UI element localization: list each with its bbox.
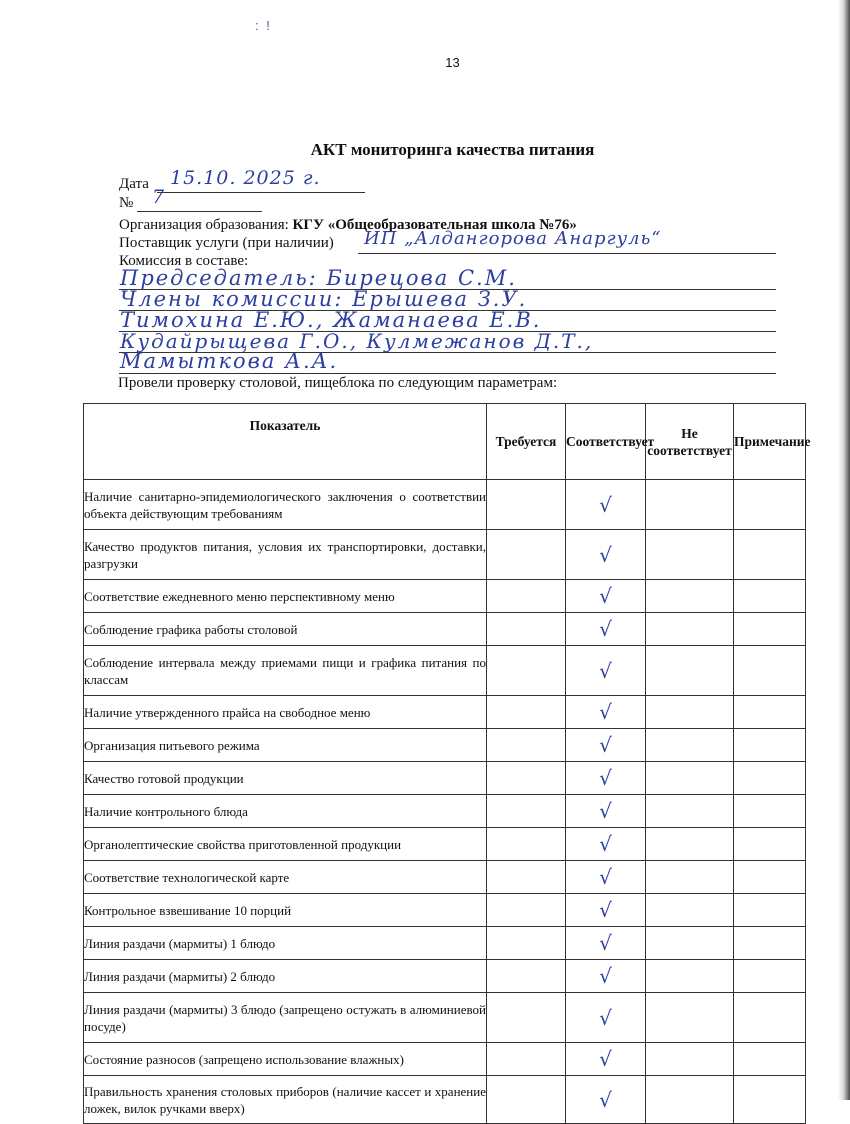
required-cell	[487, 960, 566, 993]
noncompliant-cell	[646, 828, 734, 861]
header-noncompliant: Не соответствует	[646, 404, 734, 480]
param-cell: Линия раздачи (мармиты) 2 блюдо	[84, 960, 487, 993]
required-cell	[487, 993, 566, 1043]
required-cell	[487, 894, 566, 927]
compliant-check-mark: √	[566, 795, 646, 828]
note-cell	[734, 613, 806, 646]
number-label: №	[119, 195, 134, 211]
compliant-check-mark: √	[566, 613, 646, 646]
param-cell: Качество готовой продукции	[84, 762, 487, 795]
required-cell	[487, 613, 566, 646]
param-cell: Наличие утвержденного прайса на свободное меню	[84, 696, 487, 729]
header-required: Требуется	[487, 404, 566, 480]
note-cell	[734, 729, 806, 762]
required-cell	[487, 1043, 566, 1076]
noncompliant-cell	[646, 480, 734, 530]
checklist-table	[83, 403, 811, 1124]
noncompliant-cell	[646, 795, 734, 828]
table-row	[84, 646, 806, 696]
required-cell	[487, 696, 566, 729]
scan-specks: : !	[255, 18, 272, 33]
table-row	[84, 1043, 806, 1076]
date-label: Дата	[119, 176, 149, 192]
param-cell: Наличие санитарно-эпидемиологического заключения о соответствии объекта действующим требованиям	[84, 480, 487, 530]
compliant-check-mark: √	[566, 480, 646, 530]
required-cell	[487, 729, 566, 762]
required-cell	[487, 762, 566, 795]
param-cell: Качество продуктов питания, условия их транспортировки, доставки, разгрузки	[84, 530, 487, 580]
noncompliant-cell	[646, 960, 734, 993]
note-cell	[734, 646, 806, 696]
param-cell: Наличие контрольного блюда	[84, 795, 487, 828]
table-row	[84, 613, 806, 646]
header-compliant: Соответствует	[566, 404, 646, 480]
scan-edge-shadow	[838, 0, 850, 1100]
table-row	[84, 993, 806, 1043]
param-cell: Линия раздачи (мармиты) 3 блюдо (запрещено остужать в алюминиевой посуде)	[84, 993, 487, 1043]
provider-label: Поставщик услуги (при наличии)	[119, 235, 334, 251]
table-row	[84, 696, 806, 729]
table-row	[84, 530, 806, 580]
noncompliant-cell	[646, 927, 734, 960]
param-cell: Состояние разносов (запрещено использование влажных)	[84, 1043, 487, 1076]
compliant-check-mark: √	[566, 580, 646, 613]
compliant-check-mark: √	[566, 530, 646, 580]
noncompliant-cell	[646, 993, 734, 1043]
check-intro: Провели проверку столовой, пищеблока по следующим параметрам:	[118, 375, 558, 391]
noncompliant-cell	[646, 729, 734, 762]
param-cell: Соблюдение интервала между приемами пищи и графика питания по классам	[84, 646, 487, 696]
note-cell	[734, 795, 806, 828]
noncompliant-cell	[646, 1043, 734, 1076]
commission-line-1: Председатель: Бирецова С.М.	[120, 266, 517, 290]
page-number: 13	[445, 55, 460, 70]
param-cell: Линия раздачи (мармиты) 1 блюдо	[84, 927, 487, 960]
number-value: 7	[152, 186, 166, 208]
note-cell	[734, 894, 806, 927]
param-cell: Правильность хранения столовых приборов (наличие кассет и хранение ложек, вилок ручками вверх)	[84, 1076, 487, 1124]
required-cell	[487, 927, 566, 960]
param-cell: Соответствие ежедневного меню перспективному меню	[84, 580, 487, 613]
required-cell	[487, 480, 566, 530]
header-param: Показатель	[84, 404, 487, 480]
compliant-check-mark: √	[566, 993, 646, 1043]
required-cell	[487, 530, 566, 580]
required-cell	[487, 646, 566, 696]
required-cell	[487, 580, 566, 613]
note-cell	[734, 828, 806, 861]
compliant-check-mark: √	[566, 1076, 646, 1124]
noncompliant-cell	[646, 762, 734, 795]
required-cell	[487, 795, 566, 828]
document-title: АКТ мониторинга качества питания	[310, 140, 595, 159]
noncompliant-cell	[646, 894, 734, 927]
compliant-check-mark: √	[566, 1043, 646, 1076]
note-cell	[734, 927, 806, 960]
table-row	[84, 894, 806, 927]
date-value: 15.10. 2025 г.	[170, 167, 321, 189]
table-row	[84, 960, 806, 993]
table-row	[84, 580, 806, 613]
table-row	[84, 927, 806, 960]
note-cell	[734, 762, 806, 795]
param-cell: Контрольное взвешивание 10 порций	[84, 894, 487, 927]
required-cell	[487, 828, 566, 861]
noncompliant-cell	[646, 861, 734, 894]
compliant-check-mark: √	[566, 960, 646, 993]
organization-value: КГУ «Общеобразовательная школа №76»	[292, 217, 577, 233]
provider-value: ИП „Алдангорова Анаргуль“	[364, 228, 662, 249]
commission-line-3: Тимохина Е.Ю., Жаманаева Е.В.	[120, 308, 542, 332]
table-row	[84, 480, 806, 530]
required-cell	[487, 861, 566, 894]
compliant-check-mark: √	[566, 894, 646, 927]
noncompliant-cell	[646, 696, 734, 729]
table-row	[84, 729, 806, 762]
commission-line-2: Члены комиссии: Ерышева З.У.	[120, 287, 528, 311]
compliant-check-mark: √	[566, 927, 646, 960]
table-row	[84, 828, 806, 861]
note-cell	[734, 960, 806, 993]
table-row	[84, 762, 806, 795]
table-header-row	[84, 404, 806, 480]
compliant-check-mark: √	[566, 696, 646, 729]
compliant-check-mark: √	[566, 762, 646, 795]
date-underline	[157, 192, 365, 193]
compliant-check-mark: √	[566, 861, 646, 894]
note-cell	[734, 993, 806, 1043]
noncompliant-cell	[646, 530, 734, 580]
commission-line-4: Кудайрыщева Г.О., Кулмежанов Д.Т.,	[120, 329, 594, 353]
commission-label: Комиссия в составе:	[119, 253, 249, 269]
noncompliant-cell	[646, 580, 734, 613]
header-note: Примечание	[734, 404, 806, 480]
compliant-check-mark: √	[566, 646, 646, 696]
note-cell	[734, 580, 806, 613]
noncompliant-cell	[646, 646, 734, 696]
table-row	[84, 861, 806, 894]
provider-underline	[358, 253, 776, 254]
compliant-check-mark: √	[566, 828, 646, 861]
note-cell	[734, 480, 806, 530]
param-cell: Организация питьевого режима	[84, 729, 487, 762]
param-cell: Соблюдение графика работы столовой	[84, 613, 487, 646]
commission-line-5: Мамыткова А.А.	[120, 349, 339, 373]
note-cell	[734, 861, 806, 894]
param-cell: Органолептические свойства приготовленной продукции	[84, 828, 487, 861]
compliant-check-mark: √	[566, 729, 646, 762]
table-row	[84, 795, 806, 828]
note-cell	[734, 1043, 806, 1076]
organization-label: Организация образования:	[119, 217, 289, 233]
param-cell: Соответствие технологической карте	[84, 861, 487, 894]
note-cell	[734, 696, 806, 729]
number-underline	[137, 211, 262, 212]
note-cell	[734, 530, 806, 580]
noncompliant-cell	[646, 613, 734, 646]
